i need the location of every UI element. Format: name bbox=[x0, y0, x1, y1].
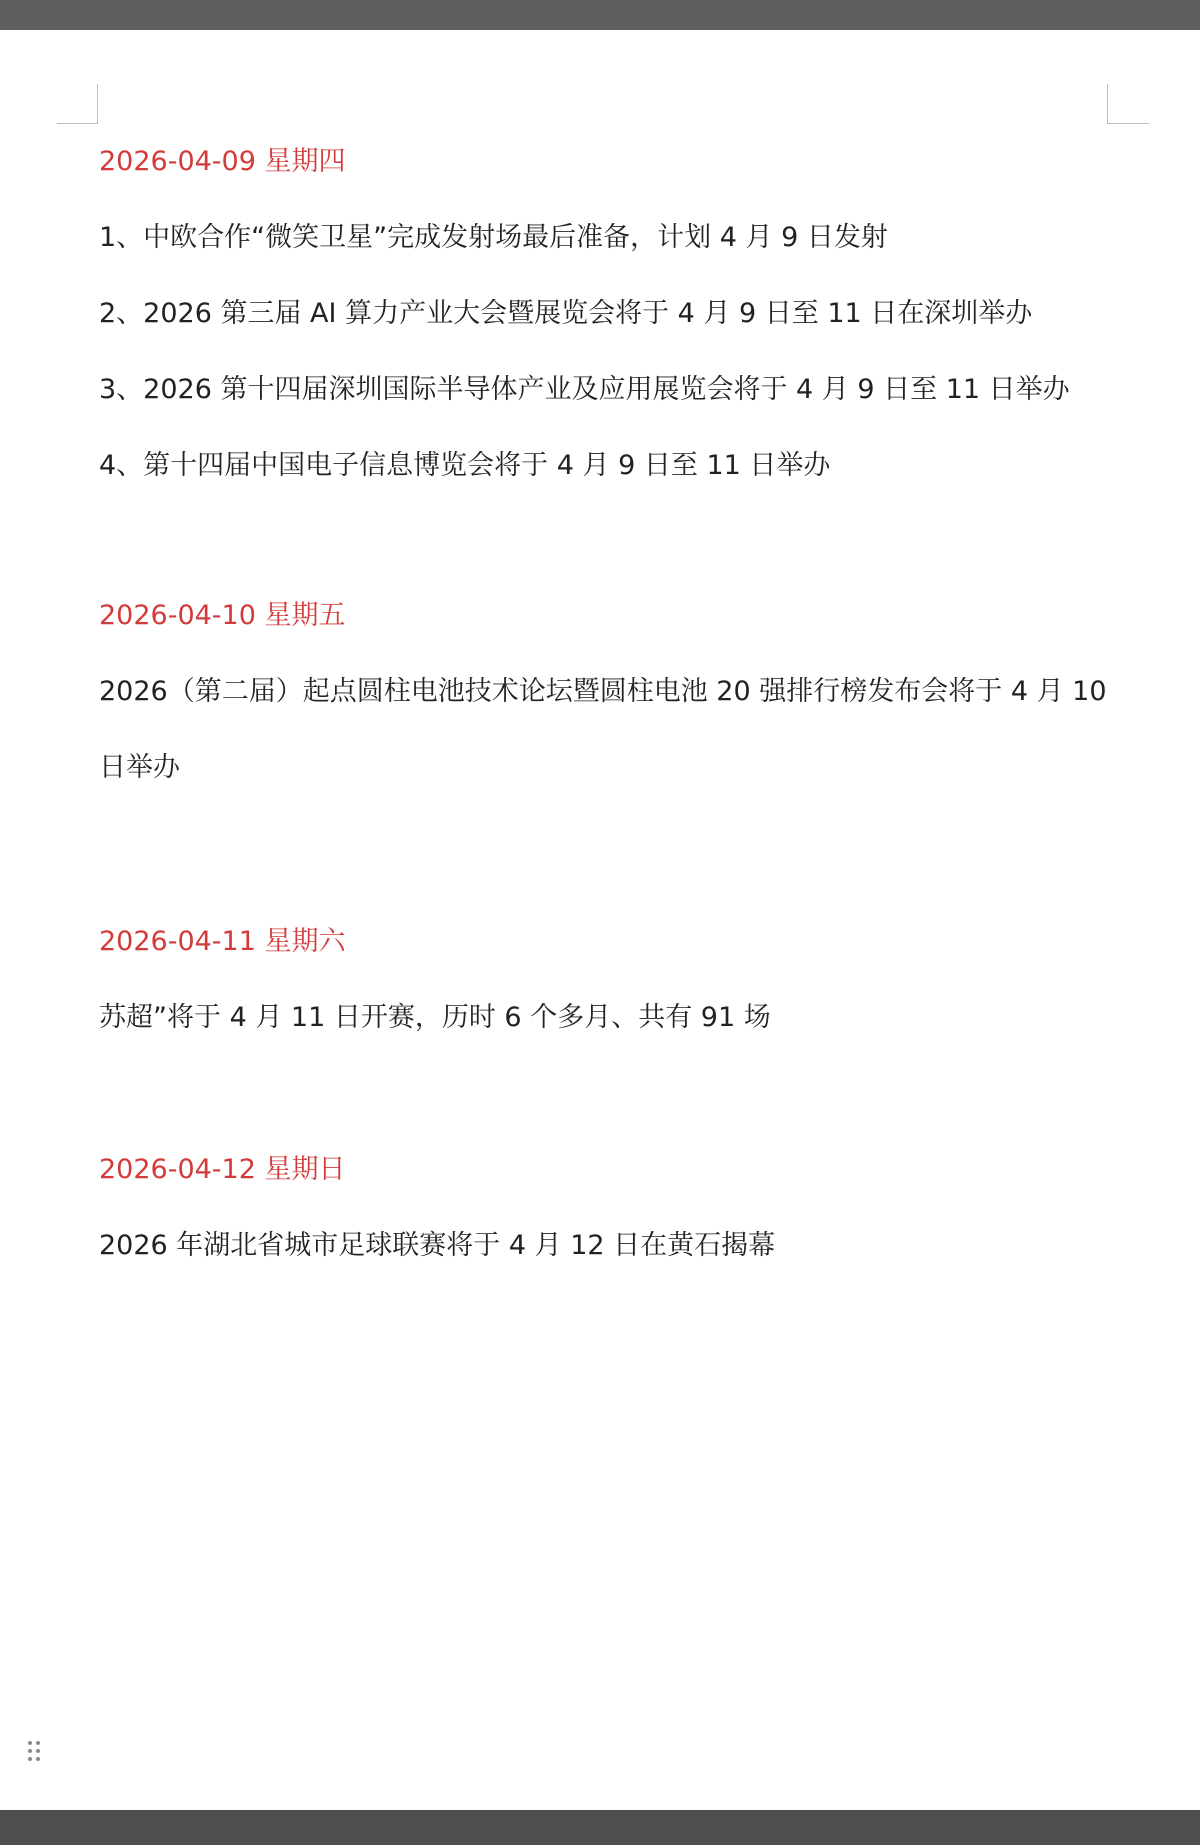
date-heading: 2026-04-09 星期四 bbox=[99, 146, 346, 177]
crop-mark-top-left bbox=[57, 123, 98, 124]
date-section bbox=[99, 594, 1119, 806]
list-item: 2026 年湖北省城市足球联赛将于 4 月 12 日在黄石揭幕 bbox=[99, 1230, 776, 1261]
list-item: 苏超”将于 4 月 11 日开赛，历时 6 个多月、共有 91 场 bbox=[99, 1002, 771, 1033]
section-gap bbox=[99, 520, 1119, 594]
date-heading: 2026-04-10 星期五 bbox=[99, 600, 346, 631]
drag-handle-icon[interactable] bbox=[26, 1739, 42, 1765]
section-gap bbox=[99, 838, 1119, 920]
list-item: 3、2026 第十四届深圳国际半导体产业及应用展览会将于 4 月 9 日至 11 日举办 bbox=[99, 374, 1070, 405]
top-bar bbox=[0, 0, 1200, 30]
list-item: 4、第十四届中国电子信息博览会将于 4 月 9 日至 11 日举办 bbox=[99, 450, 831, 481]
date-section bbox=[99, 920, 1119, 1040]
crop-mark-top-left bbox=[97, 84, 98, 124]
bottom-bar bbox=[0, 1810, 1200, 1845]
date-heading: 2026-04-11 星期六 bbox=[99, 926, 346, 957]
list-item: 2、2026 第三届 AI 算力产业大会暨展览会将于 4 月 9 日至 11 日在深圳举办 bbox=[99, 298, 1033, 329]
date-section bbox=[99, 1148, 1119, 1268]
date-heading: 2026-04-12 星期日 bbox=[99, 1154, 346, 1185]
crop-mark-top-right bbox=[1107, 84, 1108, 124]
document-body[interactable] bbox=[99, 140, 1119, 1300]
date-section bbox=[99, 140, 1119, 488]
section-gap bbox=[99, 1072, 1119, 1148]
list-item: 1、中欧合作“微笑卫星”完成发射场最后准备，计划 4 月 9 日发射 bbox=[99, 222, 888, 253]
crop-mark-top-right bbox=[1107, 123, 1149, 124]
list-item: 2026（第二届）起点圆柱电池技术论坛暨圆柱电池 20 强排行榜发布会将于 4 月 10 日举办 bbox=[99, 676, 1107, 783]
drag-handle-icon bbox=[26, 1739, 42, 1765]
